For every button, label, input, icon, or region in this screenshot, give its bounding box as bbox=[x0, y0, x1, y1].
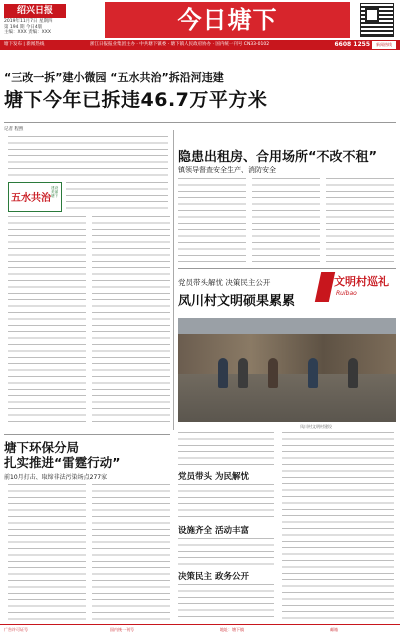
article-body-text bbox=[178, 432, 274, 466]
article-body-text bbox=[8, 484, 86, 620]
lead-byline: 记者 程煦 bbox=[4, 127, 24, 132]
article-body-text bbox=[178, 538, 274, 566]
article-body-text bbox=[282, 432, 394, 620]
five-water-logo bbox=[8, 182, 62, 212]
photo-caption: 凤川村文明村建设 bbox=[300, 424, 332, 429]
five-water-title: 五水共治 bbox=[11, 193, 51, 204]
section-heading: 党员带头 为民解忧 bbox=[178, 472, 249, 482]
article-body-text bbox=[326, 178, 394, 264]
info-left: 塘下发布 | 新闻热线 bbox=[4, 42, 45, 47]
lead-subtitle: “三改一拆”建小微园 “五水共治”拆沿河违建 bbox=[4, 71, 224, 84]
lead-body-text bbox=[66, 182, 168, 214]
article-body-text bbox=[92, 484, 170, 620]
five-water-sub: 建设美丽塘下 bbox=[51, 186, 59, 199]
article-headline: 隐患出租房、合用场所“不改不租” bbox=[178, 150, 378, 165]
article-headline: 凤川村文明硕果累累 bbox=[178, 294, 296, 309]
info-middle: 浙江日报报业集团主办 · 中共塘下镇委 · 塘下镇人民政府协办 · 国内统一刊号 CN33-0102 bbox=[90, 42, 270, 47]
article-body-text bbox=[178, 484, 274, 518]
divider bbox=[4, 434, 170, 435]
newspaper-logo: 绍兴日报 bbox=[4, 4, 66, 18]
section-heading: 决策民主 政务公开 bbox=[178, 572, 249, 582]
column-en: Ruibao bbox=[336, 290, 357, 297]
section-heading: 设施齐全 活动丰富 bbox=[178, 526, 249, 536]
info-bar bbox=[0, 40, 400, 50]
lead-body-text bbox=[8, 216, 86, 426]
article-body-text bbox=[252, 178, 320, 264]
divider bbox=[4, 122, 396, 123]
page-footer: 广告许可证号 国内统一刊号 地址：塘下镇 邮箱 bbox=[0, 624, 400, 634]
column-mark-icon bbox=[315, 272, 335, 302]
column-name: 文明村巡礼 bbox=[334, 275, 389, 288]
article-subtitle: 前10月打击、取缔非法污染场点277家 bbox=[4, 474, 108, 481]
page-title: 今日塘下 bbox=[177, 6, 278, 34]
article-body-text bbox=[178, 584, 274, 620]
edition-info: 2019年11月7日 星期四 第 194 期 今日4版 主编：XXX 责编：XXX bbox=[4, 19, 53, 35]
article-subtitle: 镇领导督查安全生产、消防安全 bbox=[178, 166, 276, 174]
page-banner bbox=[105, 2, 350, 38]
lead-headline: 塘下今年已拆违46.7万平方米 bbox=[4, 89, 268, 111]
lead-body-text bbox=[8, 136, 168, 176]
qr-code-icon bbox=[360, 3, 394, 37]
column-logo bbox=[316, 270, 392, 306]
article-headline: 塘下环保分局 扎实推进“雷霆行动” bbox=[4, 440, 121, 470]
hotline-number: 6608 1255 bbox=[334, 41, 370, 48]
hotline-label: 新闻热线 bbox=[372, 41, 396, 49]
article-body-text bbox=[178, 178, 246, 264]
masthead bbox=[0, 0, 400, 40]
news-photo bbox=[178, 318, 396, 422]
lead-body-text bbox=[92, 216, 170, 426]
article-kicker: 党员带头解忧 决策民主公开 bbox=[178, 278, 271, 287]
divider bbox=[178, 268, 396, 269]
column-divider bbox=[173, 130, 174, 430]
